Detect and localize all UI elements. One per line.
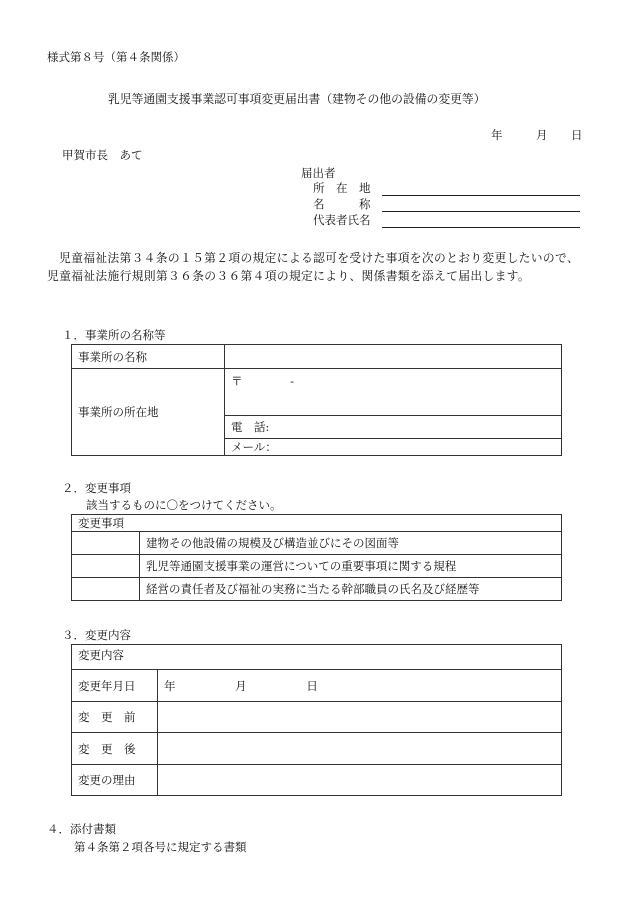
body-paragraph: 児童福祉法第３４条の１５第２項の規定による認可を受けた事項を次のとおり変更したいので、児童福祉法施行規則第３６条の３６第４項の規定により、関係書類を添えて届出します。 xyxy=(47,251,579,283)
before-cell[interactable] xyxy=(158,702,562,733)
change-item-label: 乳児等通園支援事業の運営についての重要事項に関する規程 xyxy=(140,555,562,578)
section1-heading: １．事業所の名称等 xyxy=(62,328,166,342)
date-day: 日 xyxy=(571,128,583,142)
change-item-mark-cell[interactable] xyxy=(72,578,140,601)
change-date-year: 年 xyxy=(164,678,176,693)
change-date-month: 月 xyxy=(235,678,247,693)
phone-cell[interactable] xyxy=(225,416,562,439)
reason-cell[interactable] xyxy=(158,765,562,796)
document-title: 乳児等通園支援事業認可事項変更届出書（建物その他の設備の変更等） xyxy=(108,92,486,106)
reason-label: 変更の理由 xyxy=(72,765,158,796)
date-year: 年 xyxy=(491,128,503,142)
change-date-cell[interactable] xyxy=(158,670,562,702)
facility-table xyxy=(71,344,562,456)
notifier-name-label: 名 称 xyxy=(313,197,371,211)
facility-address-label: 事業所の所在地 xyxy=(72,369,225,456)
after-cell[interactable] xyxy=(158,733,562,765)
change-items-header: 変更事項 xyxy=(72,515,562,532)
phone-label: 電 話: xyxy=(231,420,270,434)
postal-dash: - xyxy=(290,374,295,388)
date-month: 月 xyxy=(536,128,548,142)
section4-heading: ４．添付書類 xyxy=(47,822,116,836)
representative-line[interactable] xyxy=(382,215,580,228)
section3-heading: ３．変更内容 xyxy=(62,628,131,642)
email-cell[interactable] xyxy=(225,439,562,456)
section4-content: 第４条第２項各号に規定する書類 xyxy=(74,840,247,854)
postal-mark: 〒 xyxy=(231,374,243,388)
facility-name-label: 事業所の名称 xyxy=(72,345,225,369)
notifier-address-label: 所 在 地 xyxy=(313,181,371,195)
change-item-label: 建物その他設備の規模及び構造並びにその図面等 xyxy=(140,532,562,555)
change-date-label: 変更年月日 xyxy=(72,670,158,702)
name-line[interactable] xyxy=(382,199,580,212)
change-details-header: 変更内容 xyxy=(72,645,562,670)
email-label: メール： xyxy=(231,440,277,454)
change-items-table xyxy=(71,514,562,601)
facility-name-cell[interactable] xyxy=(225,345,562,369)
after-label: 変 更 後 xyxy=(72,733,158,765)
notifier-heading: 届出者 xyxy=(301,166,336,180)
change-item-mark-cell[interactable] xyxy=(72,555,140,578)
before-label: 変 更 前 xyxy=(72,702,158,733)
address-line[interactable] xyxy=(382,183,580,196)
facility-address-cell[interactable] xyxy=(225,369,562,416)
form-number: 様式第８号（第４条関係） xyxy=(47,50,185,64)
section2-heading: ２．変更事項 xyxy=(62,481,131,495)
section2-instruction: 該当するものに〇をつけてください。 xyxy=(86,498,282,512)
change-item-label: 経営の責任者及び福祉の実務に当たる幹部職員の氏名及び経歴等 xyxy=(140,578,562,601)
change-item-mark-cell[interactable] xyxy=(72,532,140,555)
change-date-day: 日 xyxy=(306,678,318,693)
notifier-representative-label: 代表者氏名 xyxy=(313,213,371,227)
addressee: 甲賀市長 あて xyxy=(62,148,143,162)
change-details-table xyxy=(71,644,562,796)
